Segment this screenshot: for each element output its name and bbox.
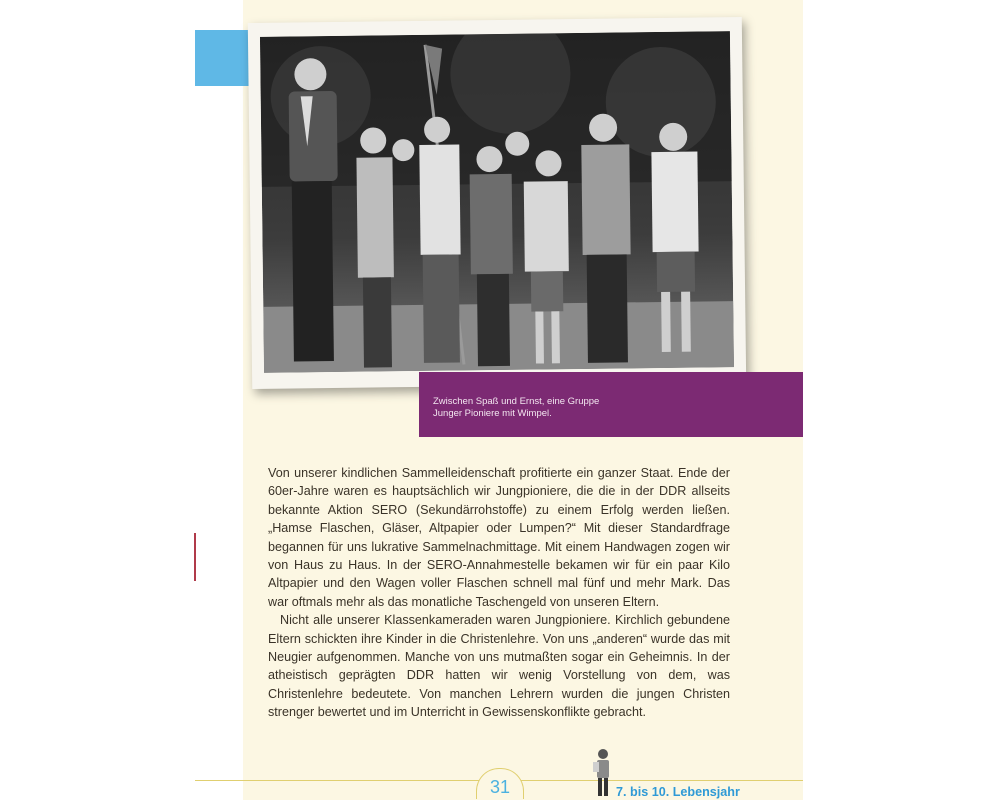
child-figure-icon [590, 748, 616, 798]
photo-frame [248, 17, 746, 389]
caption-line-2: Junger Pioniere mit Wimpel. [433, 408, 552, 419]
photo-caption [433, 396, 793, 420]
paragraph-1: Von unserer kindlichen Sammelleidenschaft profitierte ein ganzer Staat. Ende der 60er-Jahre waren es hauptsächlich wir Jungpioniere, die die in der DDR allseits bekannte Aktion SERO (Sekundärrohstoffe) zu einem Erfolg werden ließen. „Hamse Flaschen, Gläser, Altpapier oder Lumpen?“ Mit dieser Standardfrage begannen für uns lukrative Sammelnachmittage. Mit einem Handwagen zogen wir von Haus zu Haus. In der SERO-Annahmestelle bekamen wir für ein paar Kilo Altpapier und den Wagen voller Flaschen schnell mal fünf und mehr Mark. Das war oftmals mehr als das monatliche Taschengeld von unseren Eltern. [268, 466, 730, 609]
paragraph-2: Nicht alle unserer Klassenkameraden waren Jungpioniere. Kirchlich gebundene Eltern schickten ihre Kinder in die Christenlehre. Von uns „anderen“ wurde das mit Neugier aufgenommen. Manche von uns mutmaßten sogar ein Geheimnis. In der atheistisch geprägten DDR hatten wir wenig Vorstellung von dem, was Christenlehre bedeutete. Von manchen Lehrern wurden die jungen Christen strenger bewertet und im Unterricht in Gewissenskonflikte gebracht. [268, 613, 730, 720]
body-text [268, 464, 730, 722]
pioneer-group-photo [260, 31, 734, 373]
caption-line-1: Zwischen Spaß und Ernst, eine Gruppe [433, 396, 600, 407]
page-number: 31 [476, 768, 524, 799]
margin-marker [194, 533, 196, 581]
chapter-label: 7. bis 10. Lebensjahr [616, 785, 740, 799]
blue-chapter-tab [195, 30, 255, 86]
photo-caption-box [419, 372, 803, 437]
